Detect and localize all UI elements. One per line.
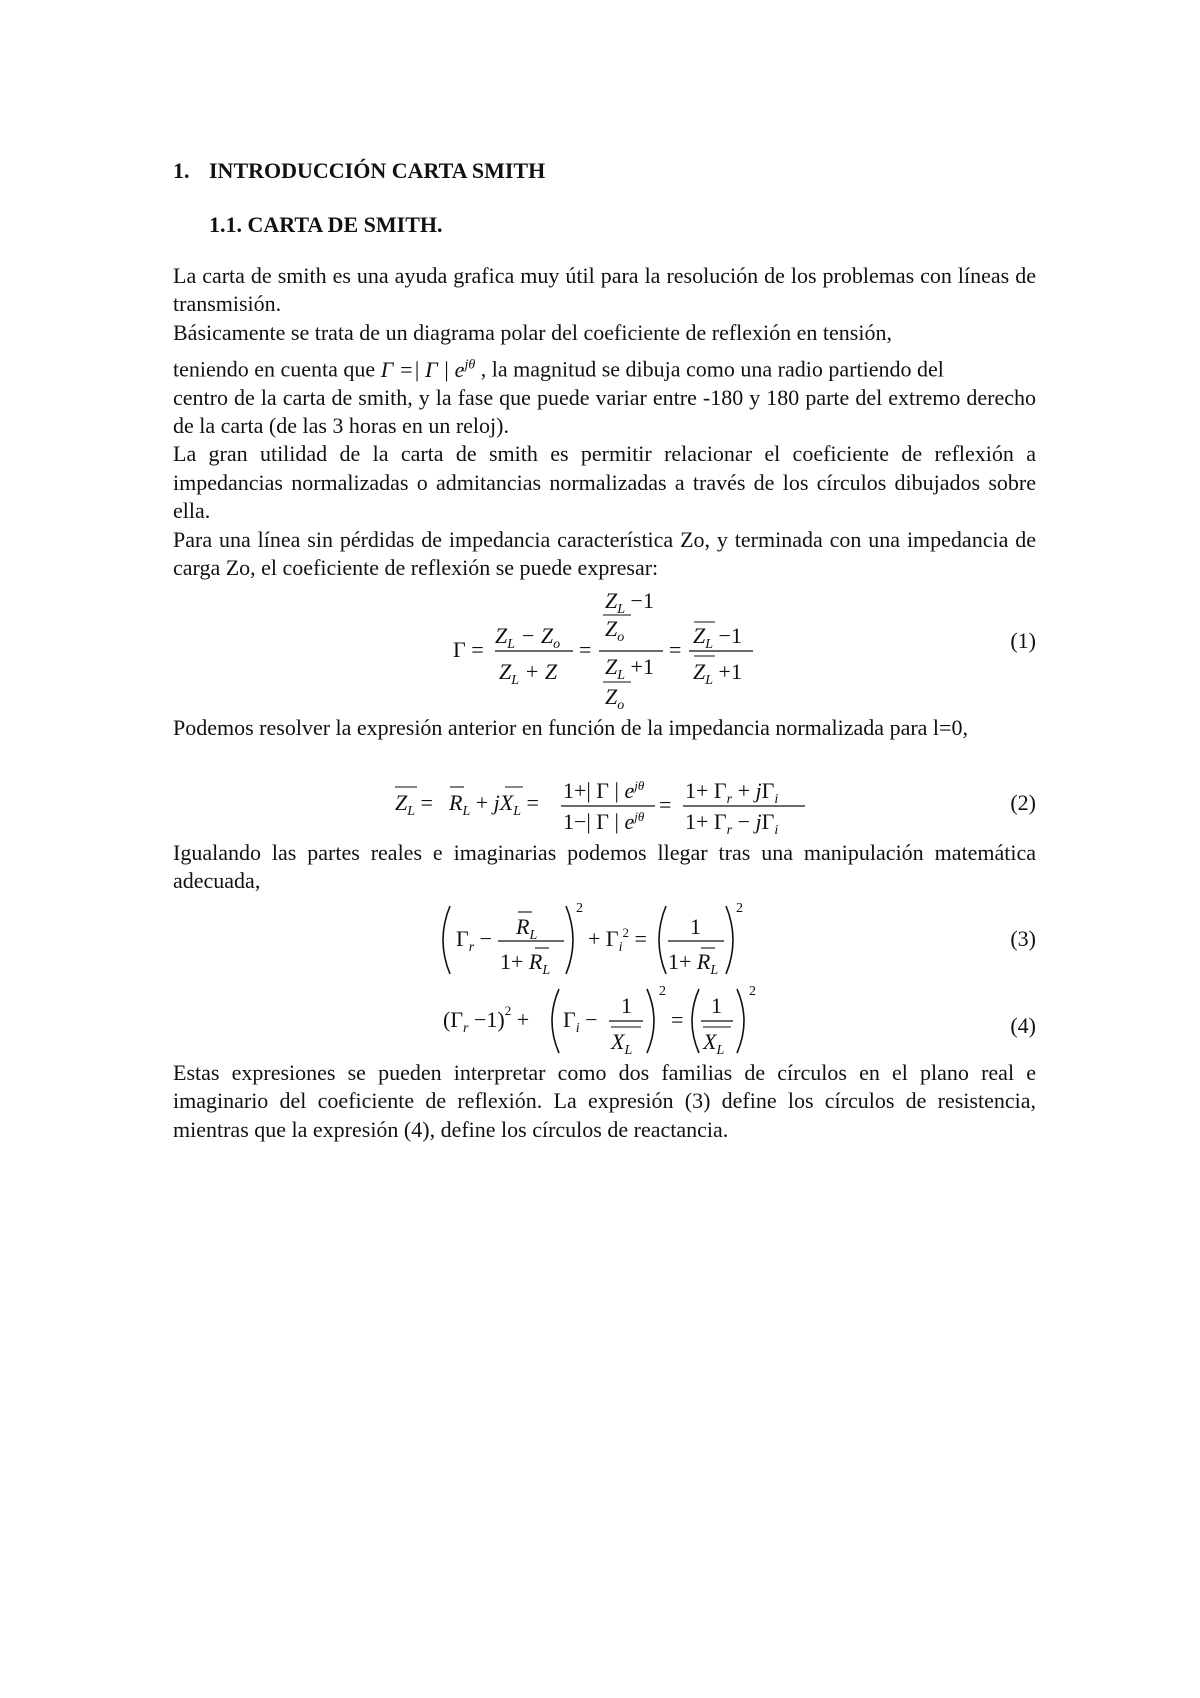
svg-text:2: 2 xyxy=(749,985,756,999)
equation-1 xyxy=(173,584,1036,714)
paragraph-1: La carta de smith es una ayuda grafica muy útil para la resolución de los problemas con líneas de transmisión. xyxy=(173,263,1036,317)
section-heading xyxy=(173,158,545,184)
svg-text:(Γr −1)2 +: $(\Gamma_r -1)^2$ + xyxy=(443,1003,530,1036)
svg-text:=: = xyxy=(659,792,672,817)
equation-2 xyxy=(173,776,1036,836)
equation-3 xyxy=(173,900,1036,980)
equation-4-formula xyxy=(443,985,763,1057)
svg-text:=: = xyxy=(671,1007,684,1032)
svg-text:=: = xyxy=(669,637,682,662)
svg-text:Γ =: Γ = xyxy=(453,637,484,662)
svg-text:ZL =: $Z_L$ = xyxy=(395,790,433,819)
svg-text:2: 2 xyxy=(659,985,666,999)
svg-text:2: 2 xyxy=(736,901,743,916)
section-number: 1. xyxy=(173,158,190,183)
svg-text:ZL − Zo: $Z_L - Z_o$ xyxy=(495,623,561,652)
equation-2-number: (2) xyxy=(1010,790,1036,815)
svg-text:Γi −: $\Gamma_i$ − xyxy=(563,1007,598,1036)
paragraph-2-start: Básicamente se trata de un diagrama polar del coeficiente de reflexión en tensión, xyxy=(173,319,892,345)
svg-text:1−| Γ | ejθ: 1−| Γ | $e^{j\theta}$ xyxy=(563,809,645,834)
paragraph-5: Podemos resolver la expresión anterior en función de la impedancia normalizada para l=0, xyxy=(173,715,968,740)
equation-4-number: (4) xyxy=(1010,1013,1036,1038)
paragraph-4: Para una línea sin pérdidas de impedancia característica Zo, y terminada con una impedancia de carga Zo, el coeficiente de reflexión se puede expresar: xyxy=(173,526,1036,580)
equation-3-number: (3) xyxy=(1010,926,1036,951)
paragraph-2-teniendo: teniendo en cuenta que xyxy=(173,356,376,382)
equation-1-formula xyxy=(453,584,773,714)
svg-text:Zo: $Z_o$ xyxy=(605,684,625,713)
equation-1-number: (1) xyxy=(1010,628,1036,653)
equation-2-formula xyxy=(393,776,813,836)
paragraph-7: Estas expresiones se pueden interpretar como dos familias de círculos en el plano real e imaginario del coeficiente de reflexión. La expresión (3) define los círculos de resistencia, mientras que la expresión (4), define los círculos de reactancia. xyxy=(173,1060,1036,1142)
svg-text:1+ RL: $1+ R_L$ xyxy=(668,949,719,978)
svg-text:1+ Γr − jΓi: $1+ \Gamma_r - j\Gamma_i$ xyxy=(685,809,779,836)
paragraph-2-end: centro de la carta de smith, y la fase que puede variar entre -180 y 180 parte del extremo derecho de la carta (de las 3 horas en un reloj). xyxy=(173,384,1036,438)
svg-text:RL: $R_L$ xyxy=(516,914,538,943)
svg-text:Zo: $Z_o$ xyxy=(605,616,625,645)
svg-text:=: = xyxy=(579,637,592,662)
svg-text:1: 1 xyxy=(621,993,632,1018)
subsection-heading: 1.1. CARTA DE SMITH. xyxy=(209,212,443,237)
svg-text:RL + jXL =: $R_L + jX_L$ = xyxy=(449,790,539,819)
paragraph-6: Igualando las partes reales e imaginarias podemos llegar tras una manipulación matemática adecuada, xyxy=(173,840,1036,894)
svg-text:ZL + Z: $Z_L + Z$ xyxy=(499,659,558,688)
svg-text:XL: $X_L$ xyxy=(611,1029,633,1057)
paragraph-7-block xyxy=(173,1059,1036,1144)
svg-text:1+ RL: $1+ R_L$ xyxy=(500,949,551,978)
svg-text:XL: $X_L$ xyxy=(703,1029,725,1057)
svg-text:ZL −1: $Z_L -1$ xyxy=(693,623,742,652)
svg-text:1: 1 xyxy=(711,993,722,1018)
svg-text:+ Γi2 =: + $\Gamma_i^2$ = xyxy=(588,925,647,955)
svg-text:1+| Γ | ejθ: 1+| Γ | $e^{j\theta}$ xyxy=(563,778,645,803)
equation-4 xyxy=(173,985,1036,1057)
paragraph-2-formula-line xyxy=(173,347,1036,387)
svg-text:ZL +1: $Z_L +1$ xyxy=(693,659,742,688)
svg-text:1: 1 xyxy=(690,914,701,939)
paragraph-2-after: , la magnitud se dibuja como una radio partiendo del xyxy=(480,356,944,382)
intro-block xyxy=(173,262,1036,582)
section-title: INTRODUCCIÓN CARTA SMITH xyxy=(209,158,546,183)
svg-text:ZL −1: $Z_L -1$ xyxy=(605,588,654,617)
svg-text:2: 2 xyxy=(576,901,583,916)
paragraph-5-block xyxy=(173,714,1036,742)
svg-text:1+ Γr + jΓi: $1+ \Gamma_r + j\Gamma_i$ xyxy=(685,778,779,807)
svg-text:ZL +1: $Z_L +1$ xyxy=(605,654,654,683)
svg-text:Γr −: $\Gamma_r$ − xyxy=(456,926,493,955)
paragraph-6-block xyxy=(173,839,1036,896)
equation-3-formula xyxy=(438,900,758,980)
inline-reflection-formula: Γ =| Γ | $e^{j\theta}$ xyxy=(380,356,476,382)
paragraph-3: La gran utilidad de la carta de smith es permitir relacionar el coeficiente de reflexión a impedancias normalizadas o admitancias normalizadas a través de los círculos dibujados sobre ella. xyxy=(173,441,1036,524)
